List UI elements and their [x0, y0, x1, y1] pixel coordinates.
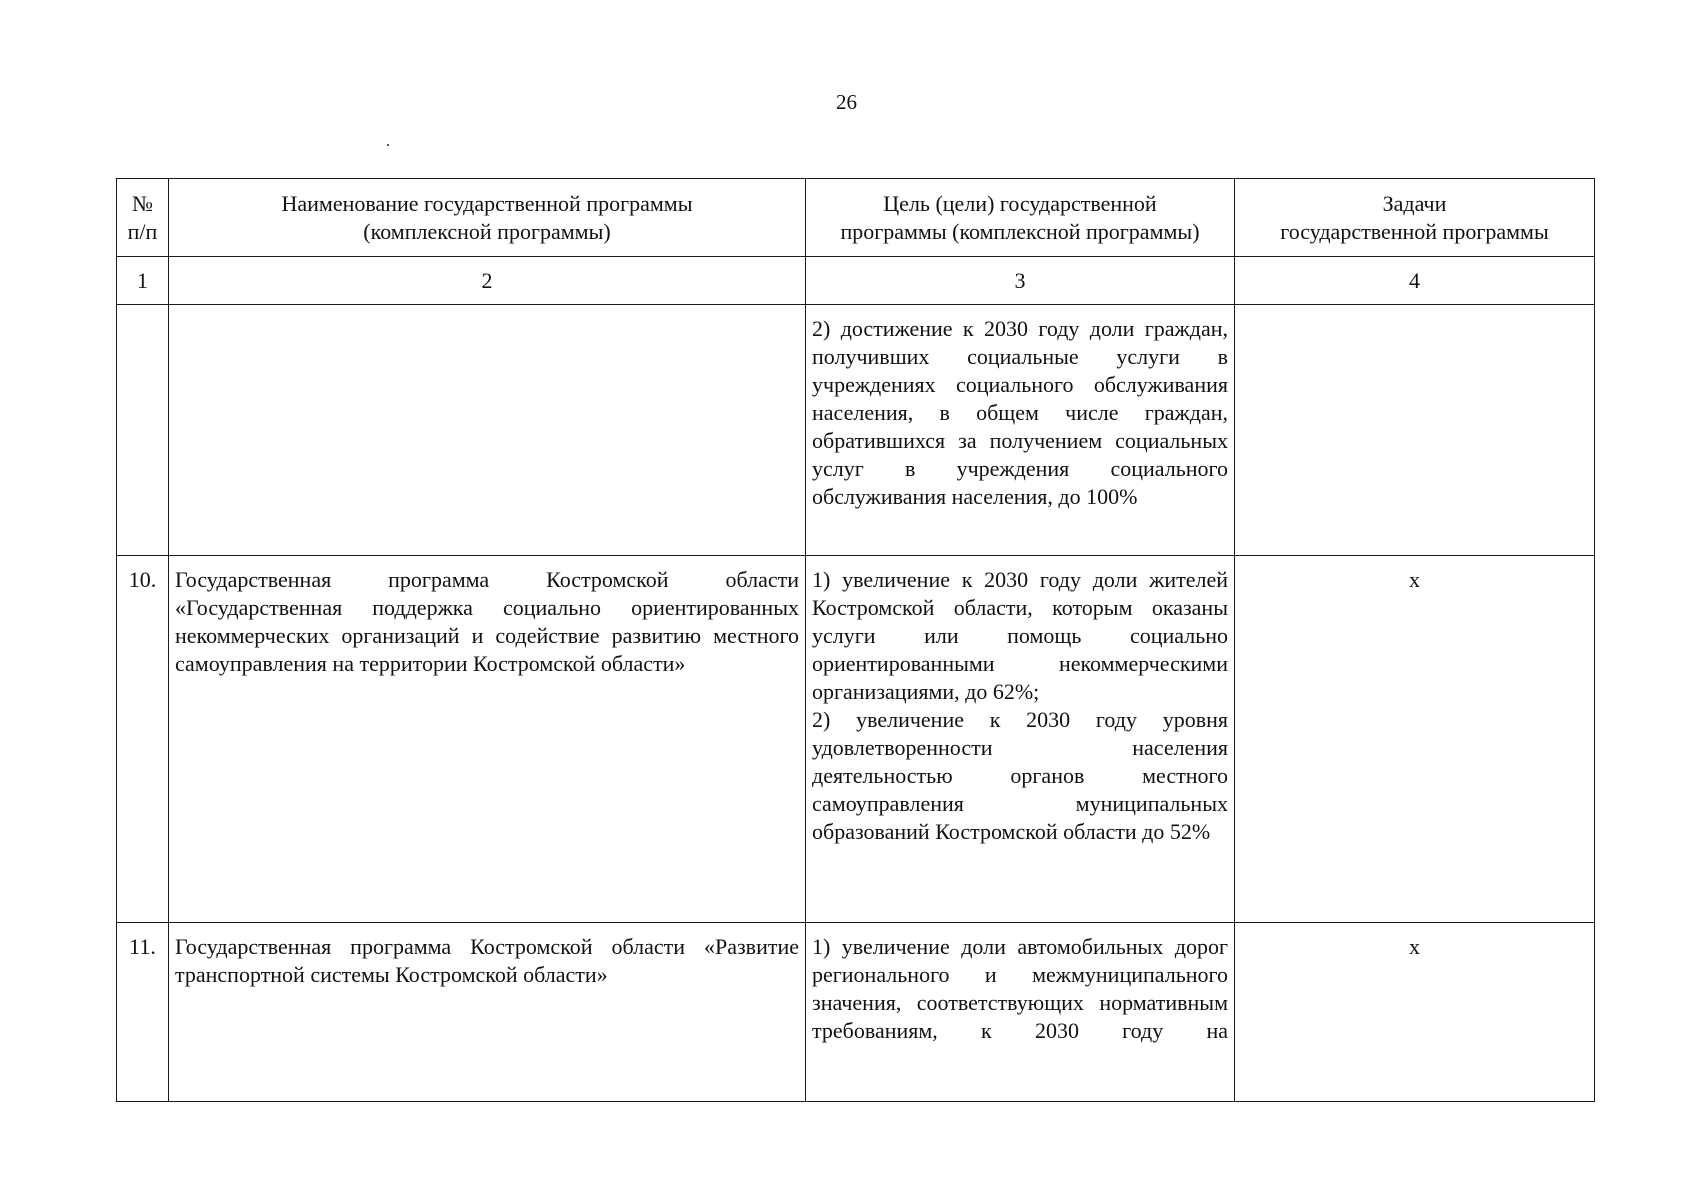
row-program-name [169, 305, 806, 556]
row-tasks: х [1235, 923, 1595, 1102]
row-program-name [169, 556, 806, 923]
row-program-name-text: Государственная программа Костромской области «Развитие транспортной системы Костромской области» [175, 934, 799, 987]
row-goal-item-2: 2) увеличение к 2030 году уровня удовлетворенности населения деятельностью органов местного самоуправления муниципальных образований Костромской области до 52% [812, 707, 1228, 844]
header-number-text: № п/п [127, 190, 158, 244]
column-number-3: 3 [806, 257, 1235, 305]
header-tasks [1235, 179, 1595, 257]
row-goal-text: 2) достижение к 2030 году доли граждан, получивших социальные услуги в учреждениях социального обслуживания населения, в общем числе граждан, обратившихся за получением социальных услуг в учреждения социального обслуживания населения, до 100% [812, 316, 1228, 509]
header-tasks-text: Задачи государственной программы [1280, 190, 1549, 244]
scan-speck [387, 144, 389, 146]
header-program-name [169, 179, 806, 257]
programs-table [116, 178, 1595, 1102]
table-header-row [117, 179, 1595, 257]
table-row [117, 923, 1595, 1102]
row-program-name [169, 923, 806, 1102]
page-number: 26 [836, 90, 857, 114]
row-tasks: х [1235, 556, 1595, 923]
row-goal [806, 556, 1235, 923]
row-number: 10. [117, 556, 169, 923]
header-number [117, 179, 169, 257]
header-goal-text: Цель (цели) государственной программы (комплексной программы) [840, 190, 1200, 244]
table-row [117, 556, 1595, 923]
header-goal [806, 179, 1235, 257]
header-program-name-text: Наименование государственной программы (комплексной программы) [281, 190, 693, 244]
row-goal [806, 305, 1235, 556]
column-number-2: 2 [169, 257, 806, 305]
row-goal-item-1: 1) увеличение к 2030 году доли жителей Костромской области, которым оказаны услуги или помощь социально ориентированными некоммерческими организациями, до 62%; [812, 567, 1228, 704]
row-number [117, 305, 169, 556]
column-number-1: 1 [117, 257, 169, 305]
row-number: 11. [117, 923, 169, 1102]
row-program-name-text: Государственная программа Костромской области «Государственная поддержка социально ориентированных некоммерческих организаций и содействие развитию местного самоуправления на территории Костромской области» [175, 567, 799, 676]
row-goal-text: 1) увеличение доли автомобильных дорог регионального и межмуниципального значения, соответствующих нормативным требованиям, к 2030 году на [812, 934, 1228, 1043]
row-tasks [1235, 305, 1595, 556]
column-number-4: 4 [1235, 257, 1595, 305]
table-row [117, 305, 1595, 556]
row-goal [806, 923, 1235, 1102]
column-number-row [117, 257, 1595, 305]
